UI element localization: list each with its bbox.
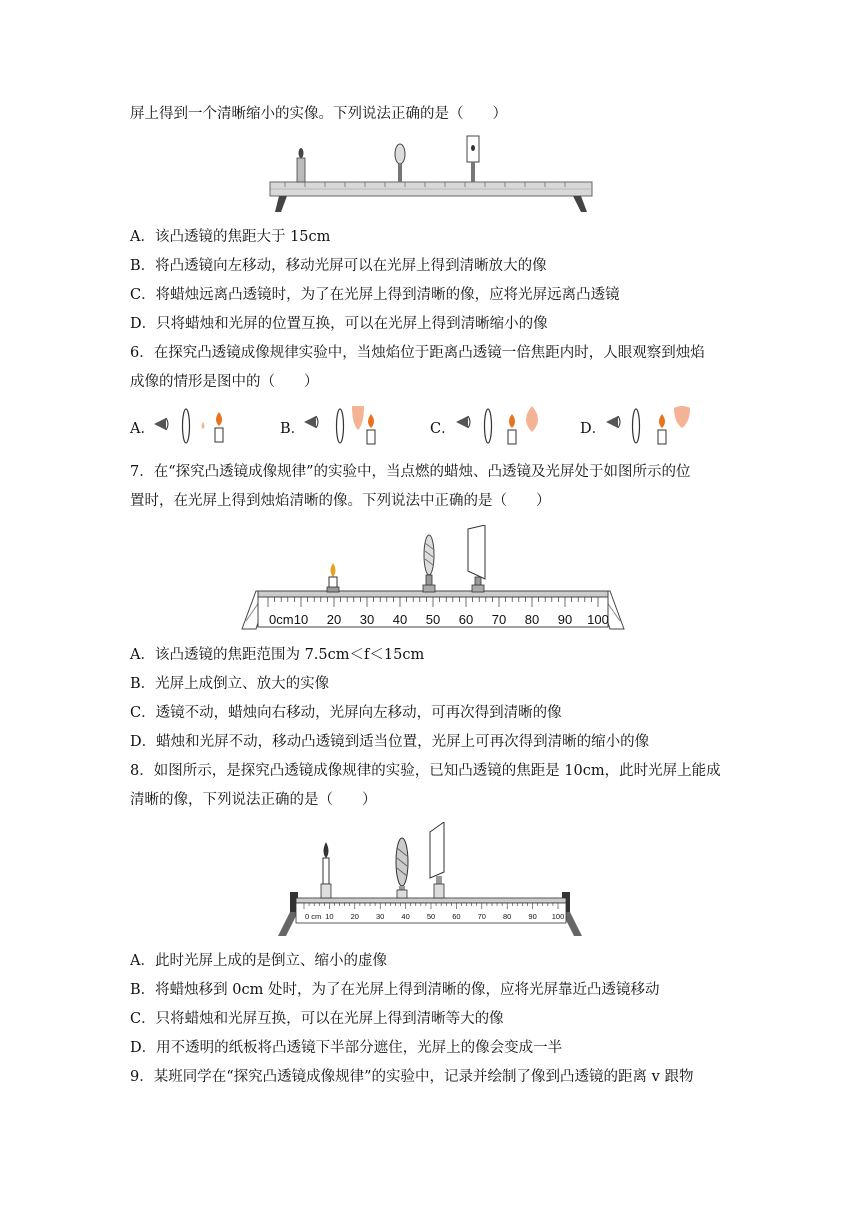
q7-ruler-label: 0cm [269, 612, 294, 627]
q7-option-a: A．该凸透镜的焦距范围为 7.5cm＜f＜15cm [130, 647, 425, 663]
q8-ruler-label: 70 [477, 912, 486, 921]
small-flame-icon [202, 422, 205, 429]
q8-candle-icon [321, 842, 331, 898]
q5-option-d: D．只将蜡烛和光屏的位置互换，可以在光屏上得到清晰缩小的像 [130, 316, 548, 332]
q5-figure [265, 134, 595, 214]
q8-ruler-label: 80 [503, 912, 512, 921]
q7-ruler-label: 20 [326, 612, 342, 627]
q6-choice-a-figure [150, 406, 230, 446]
q6-choice-d-label: D． [580, 421, 607, 437]
lens-icon [337, 409, 344, 443]
q7-ruler-label: 30 [359, 612, 375, 627]
q5-option-a: A．该凸透镜的焦距大于 15cm [130, 229, 331, 245]
q6-choice-a-label: A． [130, 421, 155, 437]
eye-icon [304, 416, 318, 428]
flame-icon [659, 414, 665, 428]
flame-icon [509, 414, 515, 428]
flame-icon [368, 414, 374, 428]
q6-choice-c-figure [450, 404, 550, 448]
q7-lens-icon [423, 535, 435, 592]
q8-screen-icon [430, 822, 444, 898]
q7-candle-icon [327, 563, 339, 592]
q7-ruler-label: 10 [293, 612, 309, 627]
q8-ruler-label: 40 [401, 912, 410, 921]
q6-choice-b-label: B． [280, 421, 306, 437]
q7-ruler-label: 90 [557, 612, 573, 627]
q8-ruler-label: 100 [551, 912, 565, 921]
q6-line-1: 6．在探究凸透镜成像规律实验中，当烛焰位于距离凸透镜一倍焦距内时，人眼观察到烛焰 [130, 345, 705, 361]
candle-icon [215, 428, 223, 442]
enlarged-flame-icon [526, 406, 538, 432]
q8-figure [276, 822, 586, 940]
q7-option-b: B．光屏上成倒立、放大的实像 [130, 676, 330, 692]
q5-option-c: C．将蜡烛远离凸透镜时，为了在光屏上得到清晰的像，应将光屏远离凸透镜 [130, 287, 620, 303]
q7-ruler-label: 50 [425, 612, 441, 627]
candle-icon [658, 430, 666, 444]
inverted-flame-icon [352, 406, 364, 430]
eye-icon [456, 416, 470, 428]
q8-lens-icon [396, 838, 408, 898]
q8-line-2: 清晰的像，下列说法正确的是（ ） [130, 792, 377, 808]
q7-line-1: 7．在“探究凸透镜成像规律”的实验中，当点燃的蜡烛、凸透镜及光屏处于如图所示的位 [130, 464, 691, 480]
q7-ruler-label: 70 [491, 612, 507, 627]
q8-ruler-label: 50 [426, 912, 436, 921]
q7-ruler-label: 40 [392, 612, 408, 627]
q8-option-d: D．用不透明的纸板将凸透镜下半部分遮住，光屏上的像会变成一半 [130, 1040, 563, 1056]
q6-line-2: 成像的情形是图中的（ ） [130, 374, 319, 390]
q7-ruler-label: 100 [587, 612, 609, 627]
q8-option-c: C．只将蜡烛和光屏互换，可以在光屏上得到清晰等大的像 [130, 1011, 504, 1027]
q8-ruler-label: 90 [528, 912, 537, 921]
q5-intro: 屏上得到一个清晰缩小的实像。下列说法正确的是（ ） [130, 106, 507, 122]
candle-icon [367, 430, 375, 444]
q8-option-a: A．此时光屏上成的是倒立、缩小的虚像 [130, 953, 387, 969]
inverted-flame-icon [674, 406, 690, 428]
q5-option-b: B．将凸透镜向左移动，移动光屏可以在光屏上得到清晰放大的像 [130, 258, 547, 274]
q7-option-c: C．透镜不动，蜡烛向右移动，光屏向左移动，可再次得到清晰的像 [130, 705, 562, 721]
q6-choice-b-figure [300, 404, 380, 448]
q8-option-b: B．将蜡烛移到 0cm 处时，为了在光屏上得到清晰的像，应将光屏靠近凸透镜移动 [130, 982, 660, 998]
q9-line: 9．某班同学在“探究凸透镜成像规律”的实验中，记录并绘制了像到凸透镜的距离 v 跟物 [130, 1069, 694, 1085]
q7-line-2: 置时，在光屏上得到烛焰清晰的像。下列说法中正确的是（ ） [130, 493, 551, 509]
candle-icon [508, 430, 516, 444]
q7-ruler-label: 80 [524, 612, 540, 627]
q6-choice-d-figure [600, 404, 700, 448]
eye-icon [606, 416, 620, 428]
lens-icon [633, 409, 640, 443]
q7-screen-icon [468, 525, 485, 592]
q8-ruler-label: 10 [325, 912, 334, 921]
q8-ruler-label: 20 [350, 912, 359, 921]
q8-ruler-label: 30 [376, 912, 385, 921]
flame-icon [216, 412, 222, 426]
q8-line-1: 8．如图所示，是探究凸透镜成像规律的实验，已知凸透镜的焦距是 10cm，此时光屏上能成 [130, 763, 721, 779]
q6-choice-c-label: C． [430, 421, 456, 437]
lens-icon [485, 409, 492, 443]
q5-screen-icon [467, 136, 479, 182]
eye-icon [154, 418, 168, 430]
lens-icon [183, 409, 190, 443]
q5-lens-icon [395, 144, 405, 182]
q8-ruler-label: 60 [452, 912, 461, 921]
q7-figure [238, 525, 628, 633]
q5-candle-icon [297, 148, 305, 182]
q7-ruler-label: 60 [458, 612, 474, 627]
q7-option-d: D．蜡烛和光屏不动，移动凸透镜到适当位置，光屏上可再次得到清晰的缩小的像 [130, 734, 650, 750]
q8-ruler-label: 0 cm [305, 912, 322, 921]
